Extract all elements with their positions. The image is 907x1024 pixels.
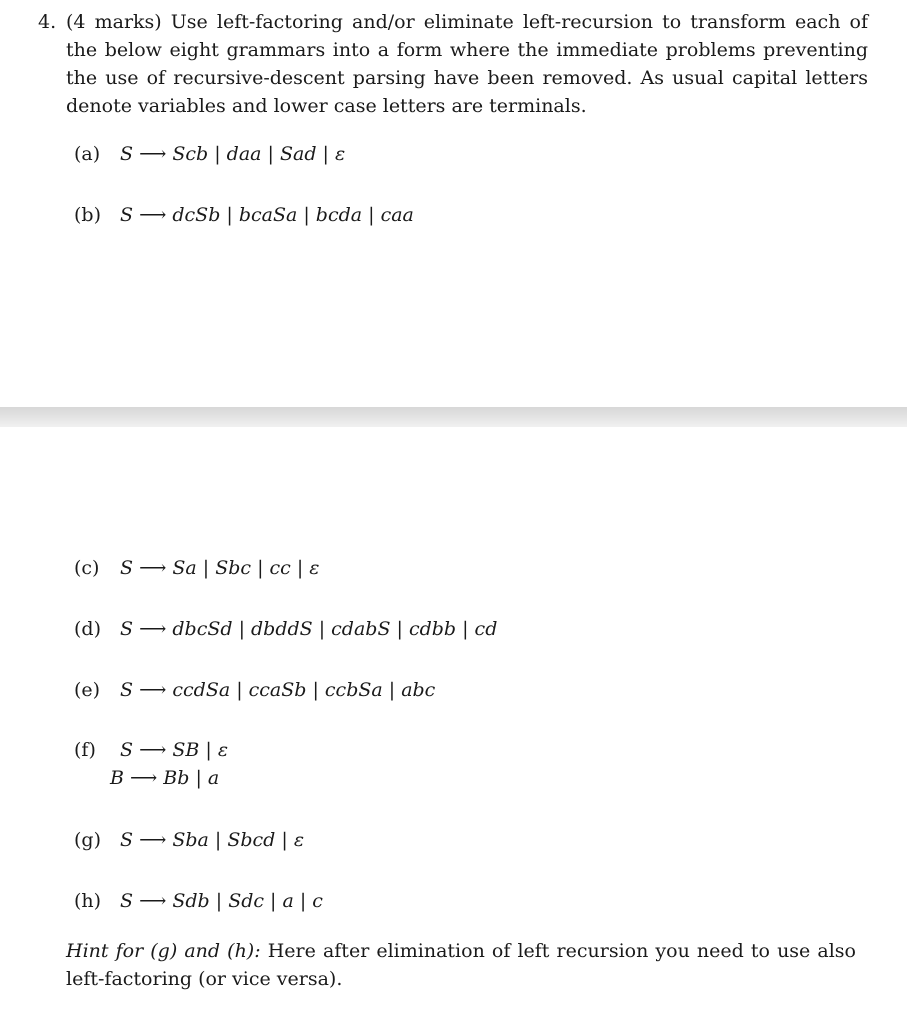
hint-lead: Hint for (g) and (h):	[66, 940, 261, 962]
grammar-label: (e)	[74, 679, 101, 701]
page-break-divider	[0, 407, 907, 427]
hint-text: Here after elimination of left recursion you need to use also left-factoring (or vice versa).	[66, 940, 856, 990]
grammar-label: (d)	[74, 618, 101, 640]
grammar-c	[74, 554, 319, 582]
grammar-rule: S ⟶ Sba | Sbcd | ε	[120, 829, 305, 851]
grammar-label: (g)	[74, 829, 101, 851]
grammar-f	[74, 736, 228, 764]
grammar-label: (a)	[74, 143, 101, 165]
grammar-d	[74, 615, 497, 643]
grammar-label: (c)	[74, 557, 100, 579]
hint-paragraph	[66, 937, 856, 993]
question-number: 4.	[38, 11, 57, 33]
grammar-b	[74, 201, 414, 229]
grammar-a	[74, 140, 345, 168]
grammar-e	[74, 676, 435, 704]
grammar-label: (b)	[74, 204, 101, 226]
grammar-rule: S ⟶ ccdSa | ccaSb | ccbSa | abc	[120, 679, 436, 701]
grammar-g	[74, 826, 304, 854]
question-text: (4 marks) Use left-factoring and/or eliminate left-recursion to transform each of the below eight grammars into a form where the immediate problems preventing the use of recursive-descent parsing have been removed. As usual capital letters denote variables and lower case letters are terminals.	[66, 11, 868, 117]
grammar-rule: S ⟶ Sdb | Sdc | a | c	[120, 890, 323, 912]
grammar-h	[74, 887, 323, 915]
grammar-label: (h)	[74, 890, 102, 912]
grammar-rule: S ⟶ dcSb | bcaSa | bcda | caa	[120, 204, 414, 226]
grammar-rule: S ⟶ dbcSd | dbddS | cdabS | cdbb | cd	[120, 618, 498, 640]
question-block	[38, 8, 868, 120]
grammar-label: (f)	[74, 739, 96, 761]
grammar-rule: S ⟶ Sa | Sbc | cc | ε	[120, 557, 320, 579]
grammar-rule: S ⟶ Scb | daa | Sad | ε	[120, 143, 346, 165]
grammar-rule: S ⟶ SB | ε	[120, 739, 229, 761]
grammar-f-rule-2: B ⟶ Bb | a	[110, 767, 220, 789]
